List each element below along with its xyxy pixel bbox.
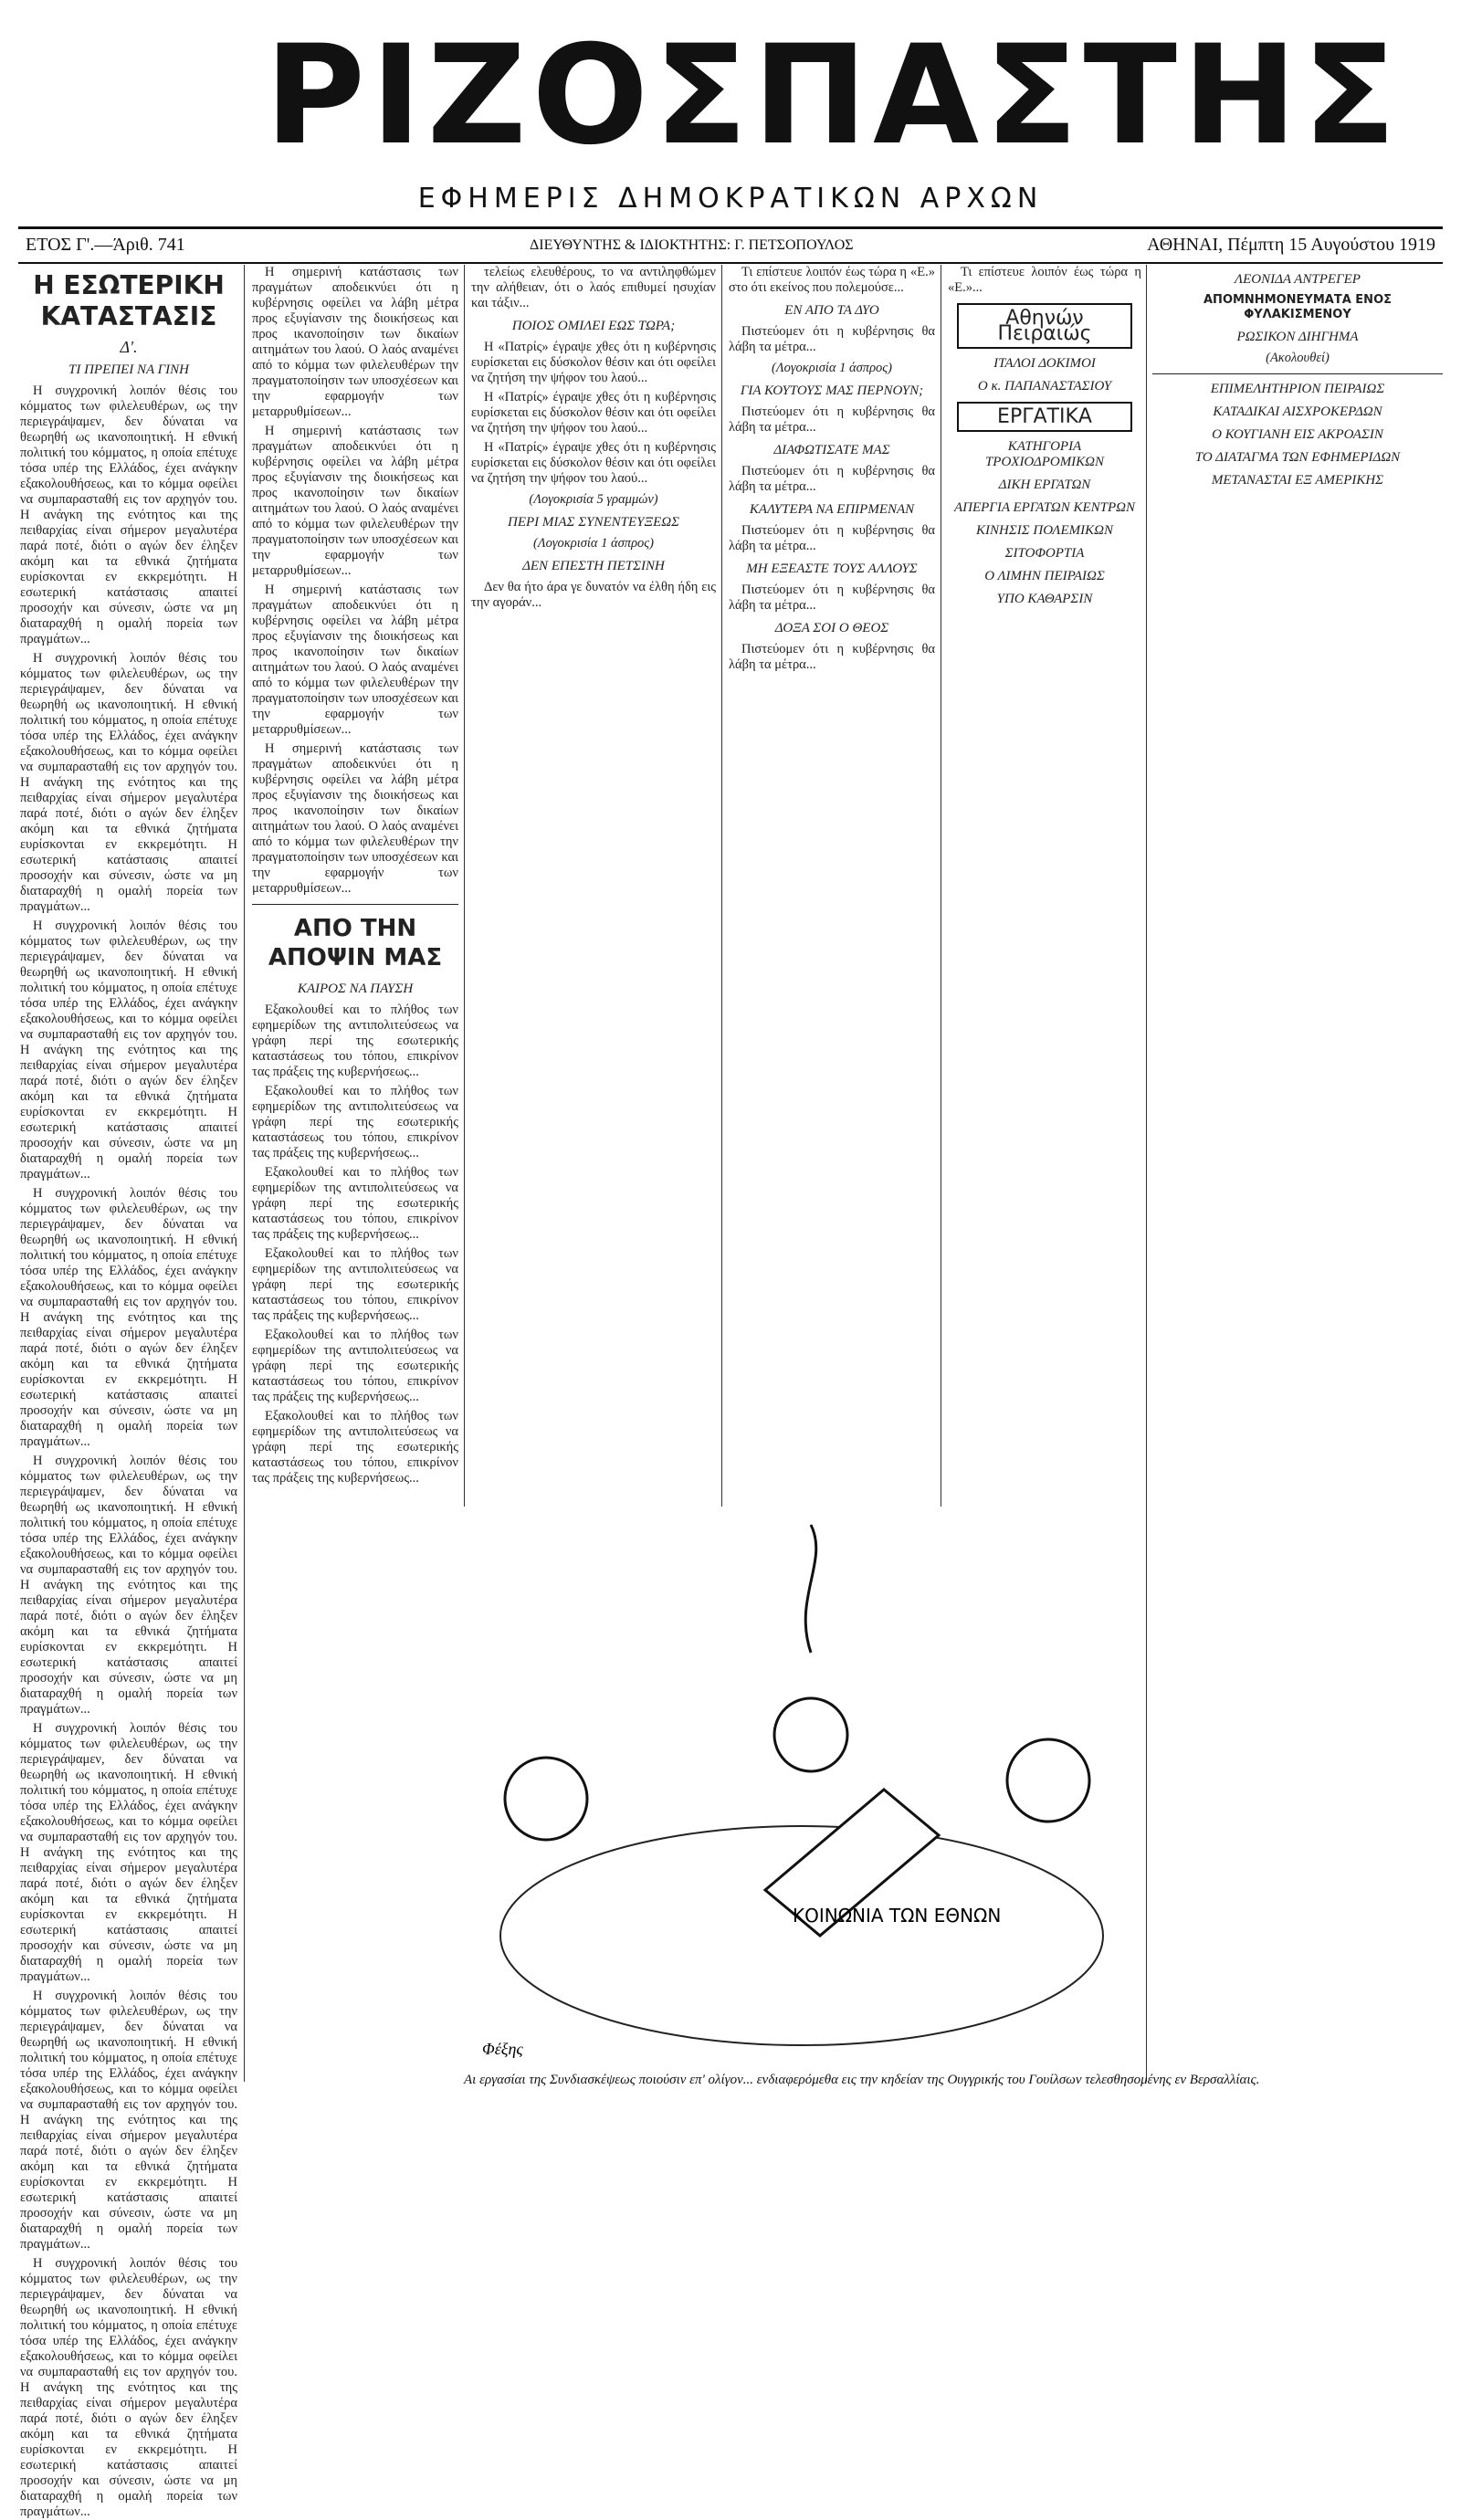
column-rule bbox=[244, 265, 245, 2082]
col4-kicker5: ΜΗ ΕΞΕΑΣΤΕ ΤΟΥΣ ΑΛΛΟΥΣ bbox=[746, 562, 918, 576]
masthead-title: ΡΙΖΟΣΠΑΣΤΗΣ bbox=[265, 16, 1402, 175]
col3-body2: Η «Πατρίς» έγραψε χθες ότι η κυβέρνησις ευρίσκεται εις δύσκολον θέσιν και ότι οφείλει να ζητήση την ψήφον του λαού... bbox=[471, 390, 716, 436]
column-6 bbox=[1152, 265, 1443, 2082]
lead-body-cont: Η συγχρονική λοιπόν θέσις του κόμματος των φιλελευθέρων, ως την περιεγράψαμεν, δεν δύναται να θεωρηθή ως ικανοποιητική. Η εθνική πολιτική του κόμματος, η οποία επέτυχε τόσα υπέρ της Ελλάδος, έχει ανάγκην εξακολουθήσεως, και το κόμμα οφείλει να συμπαρασταθή εις τον αρχηγόν του. Η ανάγκη της ενότητος και της πειθαρχίας είναι σήμερον μεγαλυτέρα παρά ποτέ, διότι ο αγών δεν έληξεν ακόμη και τα εθνικά ζητήματα ευρίσκονται εν εκκρεμότητι. Η εσωτερική κατάστασις απαιτεί προσοχήν και σύνεσιν, ώστε να μη διαταραχθή η ομαλή πορεία των πραγμάτων... bbox=[20, 1454, 237, 1717]
column-1 bbox=[20, 265, 237, 2519]
col5-kicker: ΙΤΑΛΟΙ ΔΟΚΙΜΟΙ bbox=[993, 356, 1096, 371]
opinion-headline: ΑΠΟ ΤΗΝ ΑΠΟΨΙΝ ΜΑΣ bbox=[268, 915, 443, 971]
lead-body-cont: Η συγχρονική λοιπόν θέσις του κόμματος των φιλελευθέρων, ως την περιεγράψαμεν, δεν δύναται να θεωρηθή ως ικανοποιητική. Η εθνική πολιτική του κόμματος, η οποία επέτυχε τόσα υπέρ της Ελλάδος, έχει ανάγκην εξακολουθήσεως, και το κόμμα οφείλει να συμπαρασταθή εις τον αρχηγόν του. Η ανάγκη της ενότητος και της πειθαρχίας είναι σήμερον μεγαλυτέρα παρά ποτέ, διότι ο αγών δεν έληξεν ακόμη και τα εθνικά ζητήματα ευρίσκονται εν εκκρεμότητι. Η εσωτερική κατάστασις απαιτεί προσοχήν και σύνεσιν, ώστε να μη διαταραχθή η ομαλή πορεία των πραγμάτων... bbox=[20, 651, 237, 914]
col6-kicker: ΚΑΤΑΔΙΚΑΙ ΑΙΣΧΡΟΚΕΡΔΩΝ bbox=[1213, 404, 1382, 419]
col2-body: Η σημερινή κατάστασις των πραγμάτων αποδεικνύει ότι η κυβέρνησις οφείλει να λάβη μέτρα προς εξυγίανσιν της διοικήσεως και προς ικανοποίησιν των δικαίων αιτημάτων του λαού. Ο λαός αναμένει από το κόμμα των φιλελευθέρων την πραγματοποίησιν των υποσχέσεων και την εφαρμογήν των μεταρρυθμίσεων... bbox=[252, 424, 458, 578]
col5-kicker: ΑΠΕΡΓΙΑ ΕΡΓΑΤΩΝ ΚΕΝΤΡΩΝ bbox=[953, 500, 1136, 515]
opinion-body: Εξακολουθεί και το πλήθος των εφημερίδων της αντιπολιτεύσεως να γράφη περί της εσωτερικής καταστάσεως του τόπου, επικρίνον τας πράξεις της κυβερνήσεως... bbox=[252, 1084, 458, 1160]
column-rule bbox=[464, 265, 465, 1507]
col3-body: τελείως ελευθέρους, το να αντιληφθώμεν την αλήθειαν, ότι ο λαός επιθυμεί ησυχίαν και τάξιν... bbox=[471, 265, 716, 310]
lead-body-cont: Η συγχρονική λοιπόν θέσις του κόμματος των φιλελευθέρων, ως την περιεγράψαμεν, δεν δύναται να θεωρηθή ως ικανοποιητική. Η εθνική πολιτική του κόμματος, η οποία επέτυχε τόσα υπέρ της Ελλάδος, έχει ανάγκην εξακολουθήσεως, και το κόμμα οφείλει να συμπαρασταθή εις τον αρχηγόν του. Η ανάγκη της ενότητος και της πειθαρχίας είναι σήμερον μεγαλυτέρα παρά ποτέ, διότι ο αγών δεν έληξεν ακόμη και τα εθνικά ζητήματα ευρίσκονται εν εκκρεμότητι. Η εσωτερική κατάστασις απαιτεί προσοχήν και σύνεσιν, ώστε να μη διαταραχθή η ομαλή πορεία των πραγμάτων... bbox=[20, 1989, 237, 2252]
col4-body: Τι επίστευε λοιπόν έως τώρα η «Ε.» στο ότι εκείνος που πολεμούσε... bbox=[729, 265, 935, 295]
publisher: ΔΙΕΥΘΥΝΤΗΣ & ΙΔΙΟΚΤΗΤΗΣ: Γ. ΠΕΤΣΟΠΟΥΛΟΣ bbox=[530, 237, 854, 253]
col3-body2: Η «Πατρίς» έγραψε χθες ότι η κυβέρνησις ευρίσκεται εις δύσκολον θέσιν και ότι οφείλει να ζητήση την ψήφον του λαού... bbox=[471, 340, 716, 385]
col6-kicker: Ο ΚΟΥΓΙΑΝΗ ΕΙΣ ΑΚΡΟΑΣΙΝ bbox=[1212, 427, 1383, 442]
col2-body: Η σημερινή κατάστασις των πραγμάτων αποδεικνύει ότι η κυβέρνησις οφείλει να λάβη μέτρα προς εξυγίανσιν της διοικήσεως και προς ικανοποίησιν των δικαίων αιτημάτων του λαού. Ο λαός αναμένει από το κόμμα των φιλελευθέρων την πραγματοποίησιν των υποσχέσεων και την εφαρμογήν των μεταρρυθμίσεων... bbox=[252, 265, 458, 419]
info-bar bbox=[18, 226, 1443, 264]
column-3 bbox=[471, 265, 716, 1502]
lead-body-cont: Η συγχρονική λοιπόν θέσις του κόμματος των φιλελευθέρων, ως την περιεγράψαμεν, δεν δύναται να θεωρηθή ως ικανοποιητική. Η εθνική πολιτική του κόμματος, η οποία επέτυχε τόσα υπέρ της Ελλάδος, έχει ανάγκην εξακολουθήσεως, και το κόμμα οφείλει να συμπαρασταθή εις τον αρχηγόν του. Η ανάγκη της ενότητος και της πειθαρχίας είναι σήμερον μεγαλυτέρα παρά ποτέ, διότι ο αγών δεν έληξεν ακόμη και τα εθνικά ζητήματα ευρίσκονται εν εκκρεμότητι. Η εσωτερική κατάστασις απαιτεί προσοχήν και σύνεσιν, ώστε να μη διαταραχθή η ομαλή πορεία των πραγμάτων... bbox=[20, 2256, 237, 2519]
col4-body2: Πιστεύομεν ότι η κυβέρνησις θα λάβη τα μέτρα... bbox=[729, 523, 935, 553]
column-5 bbox=[948, 265, 1141, 1502]
col3-kicker3: ΔΕΝ ΕΠΕΣΤΗ ΠΕΤΣΙΝΗ bbox=[522, 559, 665, 573]
col6-kicker: ΕΠΙΜΕΛΗΤΗΡΙΟΝ ΠΕΙΡΑΙΩΣ bbox=[1210, 382, 1385, 396]
opinion-body: Εξακολουθεί και το πλήθος των εφημερίδων της αντιπολιτεύσεως να γράφη περί της εσωτερικής καταστάσεως του τόπου, επικρίνον τας πράξεις της κυβερνήσεως... bbox=[252, 1165, 458, 1242]
divider bbox=[252, 904, 458, 905]
col2-body: Η σημερινή κατάστασις των πραγμάτων αποδεικνύει ότι η κυβέρνησις οφείλει να λάβη μέτρα προς εξυγίανσιν της διοικήσεως και προς ικανοποίησιν των δικαίων αιτημάτων του λαού. Ο λαός αναμένει από το κόμμα των φιλελευθέρων την πραγματοποίησιν των υποσχέσεων και την εφαρμογήν των μεταρρυθμίσεων... bbox=[252, 741, 458, 896]
continued-note: (Ακολουθεί) bbox=[1266, 351, 1330, 365]
opinion-body: Εξακολουθεί και το πλήθος των εφημερίδων της αντιπολιτεύσεως να γράφη περί της εσωτερικής καταστάσεως του τόπου, επικρίνον τας πράξεις της κυβερνήσεως... bbox=[252, 1246, 458, 1323]
col4-kicker6: ΔΟΞΑ ΣΟΙ Ο ΘΕΟΣ bbox=[774, 621, 889, 635]
opinion-body: Εξακολουθεί και το πλήθος των εφημερίδων της αντιπολιτεύσεως να γράφη περί της εσωτερικής καταστάσεως του τόπου, επικρίνον τας πράξεις της κυβερνήσεως... bbox=[252, 1003, 458, 1079]
political-cartoon bbox=[464, 1507, 1140, 2073]
section-box: ΕΡΓΑΤΙΚΑ bbox=[957, 402, 1132, 432]
col3-body3: Δεν θα ήτο άρα γε δυνατόν να έλθη ήδη εις την αγοράν... bbox=[471, 580, 716, 610]
opinion-kicker: ΚΑΙΡΟΣ ΝΑ ΠΑΥΣΗ bbox=[297, 982, 414, 996]
censorship-note: (Λογοκρισία 1 άσπρος) bbox=[772, 361, 892, 375]
lead-body: Η συγχρονική λοιπόν θέσις του κόμματος των φιλελευθέρων, ως την περιεγράψαμεν, δεν δύναται να θεωρηθή ως ικανοποιητική. Η εθνική πολιτική του κόμματος, η οποία επέτυχε τόσα υπέρ της Ελλάδος, έχει ανάγκην εξακολουθήσεως, και το κόμμα οφείλει να συμπαρασταθή εις τον αρχηγόν του. Η ανάγκη της ενότητος και της πειθαρχίας είναι σήμερον μεγαλυτέρα παρά ποτέ, διότι ο αγών δεν έληξεν ακόμη και τα εθνικά ζητήματα ευρίσκονται εν εκκρεμότητι. Η εσωτερική κατάστασις απαιτεί προσοχήν και σύνεσιν, ώστε να μη διαταραχθή η ομαλή πορεία των πραγμάτων... bbox=[20, 383, 237, 646]
col6-kicker: ΛΕΟΝΙΔΑ ΑΝΤΡΕΓΕΡ bbox=[1235, 272, 1361, 287]
cartoon-caption: Αι εργασίαι της Συνδιασκέψεως ποιούσιν επ' ολίγον... ενδιαφερόμεθα εις την κηδείαν της Ουγγρικής του Γουίλσων τελεσθησομένης εν Βερσαλλίαις. bbox=[464, 2073, 1260, 2087]
col2-body: Η σημερινή κατάστασις των πραγμάτων αποδεικνύει ότι η κυβέρνησις οφείλει να λάβη μέτρα προς εξυγίανσιν της διοικήσεως και προς ικανοποίησιν των δικαίων αιτημάτων του λαού. Ο λαός αναμένει από το κόμμα των φιλελευθέρων την πραγματοποίησιν των υποσχέσεων και την εφαρμογήν των μεταρρυθμίσεων... bbox=[252, 583, 458, 737]
col4-kicker2: ΓΙΑ ΚΟΥΤΟΥΣ ΜΑΣ ΠΕΡΝΟΥΝ; bbox=[740, 383, 924, 398]
col6-kicker: ΜΕΤΑΝΑΣΤΑΙ ΕΞ ΑΜΕΡΙΚΗΣ bbox=[1211, 473, 1384, 488]
col5-kicker: Ο ΛΙΜΗΝ ΠΕΙΡΑΙΩΣ bbox=[984, 569, 1105, 583]
opinion-body: Εξακολουθεί και το πλήθος των εφημερίδων της αντιπολιτεύσεως να γράφη περί της εσωτερικής καταστάσεως του τόπου, επικρίνον τας πράξεις της κυβερνήσεως... bbox=[252, 1328, 458, 1404]
col4-kicker3: ΔΙΑΦΩΤΙΣΑΤΕ ΜΑΣ bbox=[773, 443, 890, 457]
lead-headline: Η ΕΣΩΤΕΡΙΚΗ ΚΑΤΑΣΤΑΣΙΣ bbox=[33, 270, 225, 331]
col4-body2: Πιστεύομεν ότι η κυβέρνησις θα λάβη τα μέτρα... bbox=[729, 324, 935, 354]
col4-body2: Πιστεύομεν ότι η κυβέρνησις θα λάβη τα μέτρα... bbox=[729, 583, 935, 613]
lead-body-cont: Η συγχρονική λοιπόν θέσις του κόμματος των φιλελευθέρων, ως την περιεγράψαμεν, δεν δύναται να θεωρηθή ως ικανοποιητική. Η εθνική πολιτική του κόμματος, η οποία επέτυχε τόσα υπέρ της Ελλάδος, έχει ανάγκην εξακολουθήσεως, και το κόμμα οφείλει να συμπαρασταθή εις τον αρχηγόν του. Η ανάγκη της ενότητος και της πειθαρχίας είναι σήμερον μεγαλυτέρα παρά ποτέ, διότι ο αγών δεν έληξεν ακόμη και τα εθνικά ζητήματα ευρίσκονται εν εκκρεμότητι. Η εσωτερική κατάστασις απαιτεί προσοχήν και σύνεσιν, ώστε να μη διαταραχθή η ομαλή πορεία των πραγμάτων... bbox=[20, 1186, 237, 1449]
column-4 bbox=[729, 265, 935, 1502]
cartoon-frame bbox=[464, 1507, 1140, 2073]
col5-kicker: ΚΑΤΗΓΟΡΙΑ ΤΡΟΧΙΟΔΡΟΜΙΚΩΝ bbox=[984, 439, 1105, 469]
opinion-body: Εξακολουθεί και το πλήθος των εφημερίδων της αντιπολιτεύσεως να γράφη περί της εσωτερικής καταστάσεως του τόπου, επικρίνον τας πράξεις της κυβερνήσεως... bbox=[252, 1409, 458, 1486]
col5-kicker: ΔΙΚΗ ΕΡΓΑΤΩΝ bbox=[998, 478, 1091, 492]
masthead bbox=[265, 16, 1402, 175]
lead-body-cont: Η συγχρονική λοιπόν θέσις του κόμματος των φιλελευθέρων, ως την περιεγράψαμεν, δεν δύναται να θεωρηθή ως ικανοποιητική. Η εθνική πολιτική του κόμματος, η οποία επέτυχε τόσα υπέρ της Ελλάδος, έχει ανάγκην εξακολουθήσεως, και το κόμμα οφείλει να συμπαρασταθή εις τον αρχηγόν του. Η ανάγκη της ενότητος και της πειθαρχίας είναι σήμερον μεγαλυτέρα παρά ποτέ, διότι ο αγών δεν έληξεν ακόμη και τα εθνικά ζητήματα ευρίσκονται εν εκκρεμότητι. Η εσωτερική κατάστασις απαιτεί προσοχήν και σύνεσιν, ώστε να μη διαταραχθή η ομαλή πορεία των πραγμάτων... bbox=[20, 1721, 237, 1984]
col4-kicker4: ΚΑΛΥΤΕΡΑ ΝΑ ΕΠΙΡΜΕΝΑΝ bbox=[749, 502, 915, 517]
col6-kicker: ΤΟ ΔΙΑΤΑΓΜΑ ΤΩΝ ΕΦΗΜΕΡΙΔΩΝ bbox=[1194, 450, 1401, 465]
column-rule bbox=[1146, 265, 1147, 2082]
col4-body2: Πιστεύομεν ότι η κυβέρνησις θα λάβη τα μέτρα... bbox=[729, 464, 935, 494]
col6-kicker: ΡΩΣΙΚΟΝ ΔΙΗΓΗΜΑ bbox=[1236, 330, 1359, 344]
cartoon-signature: Φέξης bbox=[482, 2040, 523, 2058]
col5-kicker: ΚΙΝΗΣΙΣ ΠΟΛΕΜΙΚΩΝ bbox=[976, 523, 1113, 538]
lead-body-cont: Η συγχρονική λοιπόν θέσις του κόμματος των φιλελευθέρων, ως την περιεγράψαμεν, δεν δύναται να θεωρηθή ως ικανοποιητική. Η εθνική πολιτική του κόμματος, η οποία επέτυχε τόσα υπέρ της Ελλάδος, έχει ανάγκην εξακολουθήσεως, και το κόμμα οφείλει να συμπαρασταθή εις τον αρχηγόν του. Η ανάγκη της ενότητος και της πειθαρχίας είναι σήμερον μεγαλυτέρα παρά ποτέ, διότι ο αγών δεν έληξεν ακόμη και τα εθνικά ζητήματα ευρίσκονται εν εκκρεμότητι. Η εσωτερική κατάστασις απαιτεί προσοχήν και σύνεσιν, ώστε να μη διαταραχθή η ομαλή πορεία των πραγμάτων... bbox=[20, 919, 237, 1181]
col3-body2: Η «Πατρίς» έγραψε χθες ότι η κυβέρνησις ευρίσκεται εις δύσκολον θέσιν και ότι οφείλει να ζητήση την ψήφον του λαού... bbox=[471, 440, 716, 486]
col5-kicker: ΥΠΟ ΚΑΘΑΡΣΙΝ bbox=[996, 592, 1093, 606]
section-box: Αθηνών Πειραιώς bbox=[957, 303, 1132, 349]
cartoon-label: ΚΟΙΝΩΝΙΑ ΤΩΝ ΕΘΝΩΝ bbox=[793, 1905, 1002, 1927]
column-2 bbox=[252, 265, 458, 2082]
col5-kicker: Ο κ. ΠΑΠΑΝΑΣΤΑΣΙΟΥ bbox=[977, 379, 1112, 394]
col3-kicker: ΠΟΙΟΣ ΟΜΙΛΕΙ ΕΩΣ ΤΩΡΑ; bbox=[511, 319, 676, 333]
divider bbox=[1152, 373, 1443, 374]
col4-kicker: ΕΝ ΑΠΟ ΤΑ ΔΥΟ bbox=[784, 303, 879, 318]
col4-body2: Πιστεύομεν ότι η κυβέρνησις θα λάβη τα μέτρα... bbox=[729, 642, 935, 672]
masthead-subtitle: ΕΦΗΜΕΡΙΣ ΔΗΜΟΚΡΑΤΙΚΩΝ ΑΡΧΩΝ bbox=[417, 183, 1044, 215]
censorship-note: (Λογοκρισία 1 άσπρος) bbox=[533, 536, 654, 551]
col5-body: Τι επίστευε λοιπόν έως τώρα η «Ε.»... bbox=[948, 265, 1141, 295]
serial-headline: ΑΠΟΜΝΗΜΟΝΕΥΜΑΤΑ ΕΝΟΣ ΦΥΛΑΚΙΣΜΕΝΟΥ bbox=[1203, 293, 1392, 321]
col5-kicker: ΣΙΤΟΦΟΡΤΙΑ bbox=[1004, 546, 1085, 561]
date: ΑΘΗΝΑΙ, Πέμπτη 15 Αυγούστου 1919 bbox=[1147, 235, 1435, 255]
issue-number: ΕΤΟΣ Γ'.—Άριθ. 741 bbox=[26, 235, 185, 255]
col4-body2: Πιστεύομεν ότι η κυβέρνησις θα λάβη τα μέτρα... bbox=[729, 404, 935, 435]
lead-kicker: ΤΙ ΠΡΕΠΕΙ ΝΑ ΓΙΝΗ bbox=[68, 362, 189, 377]
column-rule bbox=[721, 265, 722, 1507]
lead-subhead: Δ'. bbox=[120, 338, 138, 356]
col3-kicker2: ΠΕΡΙ ΜΙΑΣ ΣΥΝΕΝΤΕΥΞΕΩΣ bbox=[507, 515, 679, 530]
censorship-note: (Λογοκρισία 5 γραμμών) bbox=[529, 492, 658, 507]
